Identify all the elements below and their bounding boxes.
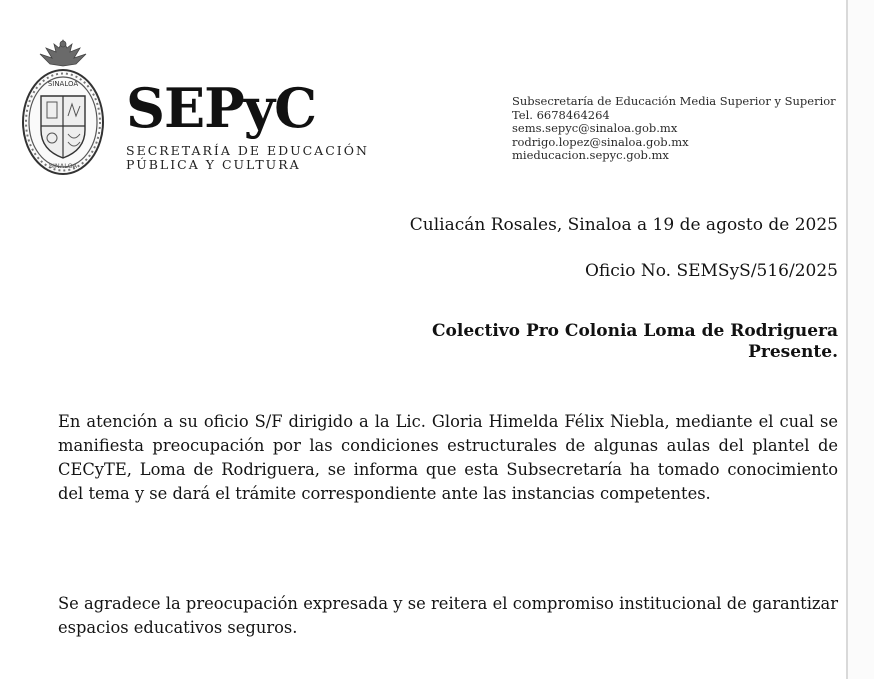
oficio-number: Oficio No. SEMSyS/516/2025 — [584, 261, 838, 281]
recipient-name: Colectivo Pro Colonia Loma de Rodriguera — [432, 321, 838, 341]
recipient-salutation: Presente. — [748, 342, 838, 362]
contact-website: mieducacion.sepyc.gob.mx — [512, 148, 669, 162]
logo-subtitle-line2: PÚBLICA Y CULTURA — [126, 157, 301, 172]
place-and-date: Culiacán Rosales, Sinaloa a 19 de agosto de 2025 — [409, 215, 838, 235]
body-paragraph-2: Se agradece la preocupación expresada y se reitera el compromiso institucional de garantizar espacios educativos seguros. — [58, 594, 838, 637]
logo-subtitle-line1: SECRETARÍA DE EDUCACIÓN — [126, 143, 369, 158]
contact-email-2: rodrigo.lopez@sinaloa.gob.mx — [512, 134, 689, 149]
contact-block — [512, 95, 857, 163]
seal-top-text: SINALOA — [47, 80, 79, 88]
contact-department: Subsecretaría de Educación Media Superior y Superior — [512, 94, 836, 108]
contact-email-1: sems.sepyc@sinaloa.gob.mx — [512, 121, 678, 135]
sepyc-logo — [126, 76, 396, 172]
seal-bottom-text: SINALOA — [48, 162, 78, 170]
logo-title: SEPyC — [126, 76, 317, 140]
body-paragraph-1: En atención a su oficio S/F dirigido a la Lic. Gloria Himelda Félix Niebla, mediante el cual se manifiesta preocupación por las condiciones estructurales de algunas aulas del plantel de CECyTE, Loma de Rodriguera, se informa que esta Subsecretaría ha tomado conocimiento del tema y se dará el trámite correspondiente ante las instancias competentes. — [58, 412, 838, 503]
recipient — [432, 321, 838, 363]
sinaloa-coat-of-arms-icon — [20, 34, 106, 180]
logo-subtitle — [126, 144, 396, 172]
contact-phone: Tel. 6678464264 — [512, 107, 610, 122]
